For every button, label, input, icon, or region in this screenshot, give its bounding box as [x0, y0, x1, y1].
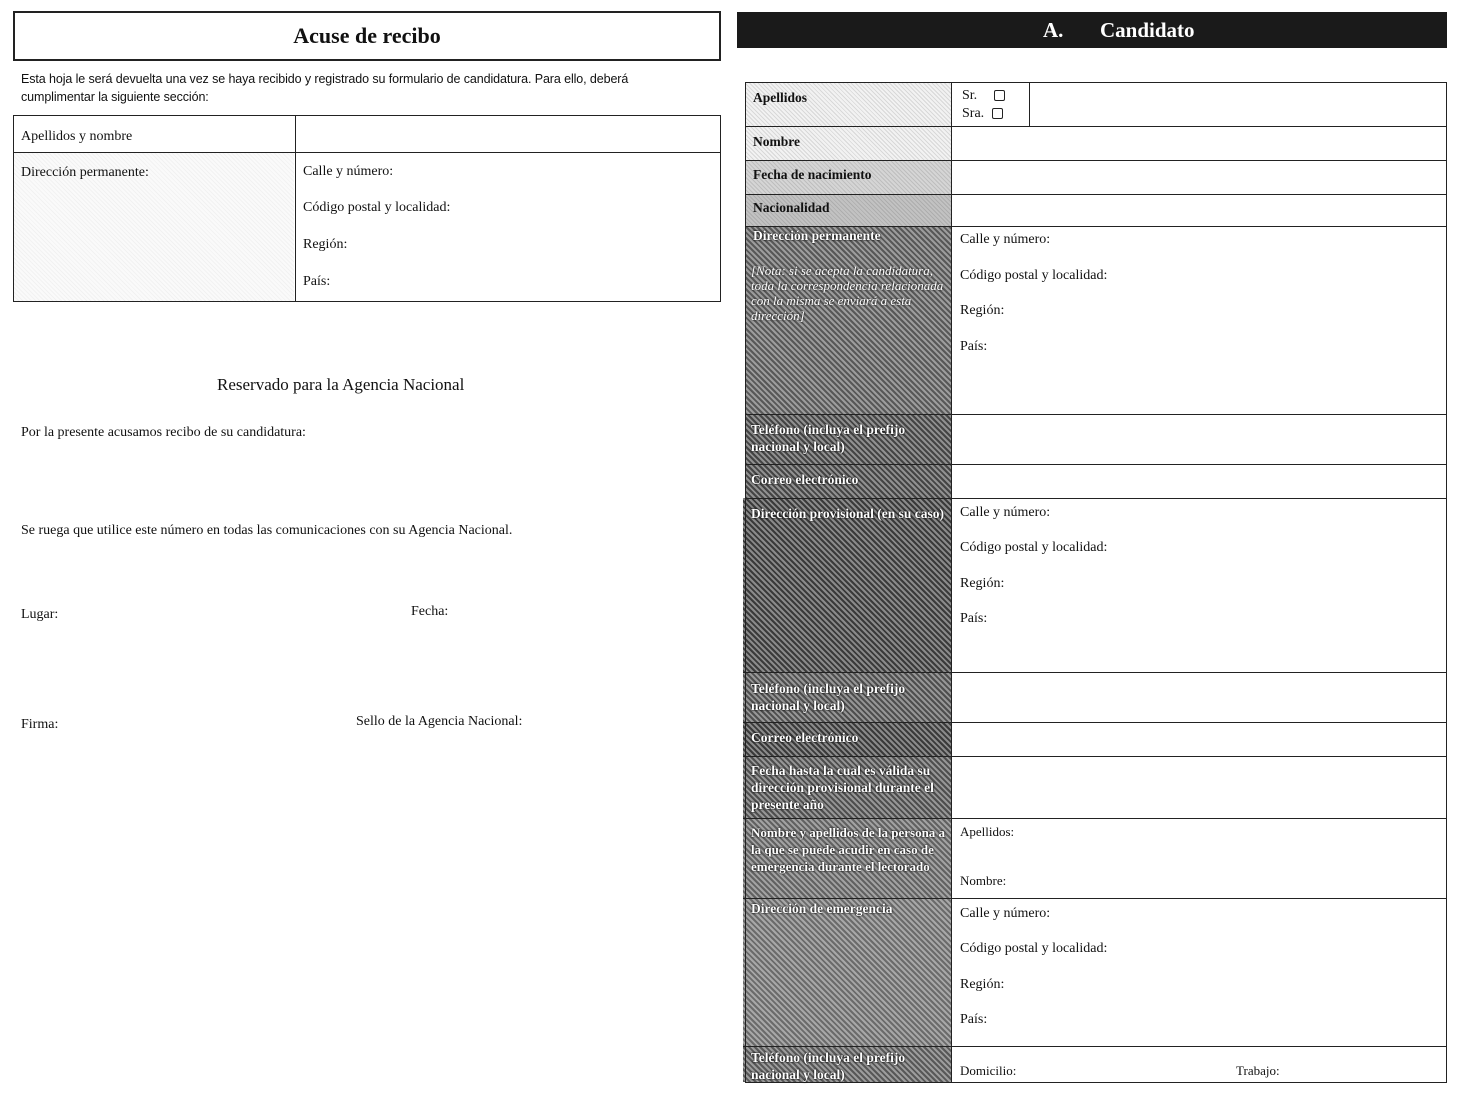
emergency-person-label: Nombre y apellidos de la persona a la que se puede acudir en caso de emergencia durante el lectorado: [751, 825, 946, 874]
temp-region-label: Región:: [960, 576, 1005, 591]
temp-address-label: Dirección provisional (en su caso): [751, 506, 945, 521]
region-label: Región:: [303, 237, 348, 252]
street-label: Calle y número:: [303, 164, 394, 179]
agency-heading: Reservado para la Agencia Nacional: [217, 375, 465, 394]
receipt-intro: Esta hoja le será devuelta una vez se haya recibido y registrado su formulario de candidatura. Para ello, deberá cumplimentar la siguiente sección:: [21, 72, 629, 104]
temp-phone-label: Teléfono (incluya el prefijo nacional y local): [751, 681, 906, 713]
postal-label: Código postal y localidad:: [303, 200, 451, 215]
country-label: País:: [303, 274, 331, 289]
signature-label: Firma:: [21, 717, 59, 732]
receipt-title: Acuse de recibo: [293, 23, 441, 48]
valid-date-label: Fecha hasta la cual es válida su dirección provisional durante el presente año: [751, 763, 934, 812]
section-title: Candidato: [1100, 18, 1195, 42]
temp-email-label: Correo electrónico: [751, 730, 859, 745]
em-surname-label: Apellidos:: [960, 824, 1015, 839]
use-number-text: Se ruega que utilice este número en todas las comunicaciones con su Agencia Nacional.: [21, 523, 513, 538]
mr-label: Sr.: [962, 88, 978, 103]
em-phone-label: Teléfono (incluya el prefijo nacional y local): [751, 1050, 906, 1082]
email-label: Correo electrónico: [751, 472, 859, 487]
perm-country-label: País:: [960, 339, 988, 354]
section-header-bar: [737, 12, 1447, 48]
receipt-title-box: [13, 11, 721, 61]
perm-address-label: Dirección permanente: [753, 228, 881, 243]
temp-email-field[interactable]: [953, 724, 1445, 754]
address-label: Dirección permanente:: [21, 165, 149, 180]
home-label: Domicilio:: [960, 1063, 1017, 1078]
work-label: Trabajo:: [1236, 1063, 1280, 1078]
title-mrs-option[interactable]: [962, 106, 1003, 122]
em-name-label: Nombre:: [960, 873, 1007, 888]
name-field[interactable]: [297, 117, 719, 151]
em-country-label: País:: [960, 1012, 988, 1027]
section-letter: A.: [1043, 18, 1064, 42]
em-postal-label: Código postal y localidad:: [960, 941, 1108, 956]
phone-label: Teléfono (incluya el prefijo nacional y local): [751, 422, 906, 454]
name-label: Apellidos y nombre: [21, 129, 133, 144]
temp-postal-label: Código postal y localidad:: [960, 540, 1108, 555]
emergency-address-label: Dirección de emergencia: [751, 901, 893, 916]
first-name-label: Nombre: [753, 134, 800, 149]
birth-date-field[interactable]: [953, 162, 1445, 192]
mrs-checkbox[interactable]: [992, 108, 1003, 119]
mrs-label: Sra.: [962, 106, 985, 121]
perm-region-label: Región:: [960, 303, 1005, 318]
phone-field[interactable]: [953, 416, 1445, 462]
temp-phone-field[interactable]: [953, 674, 1445, 720]
perm-address-note: [Nota: si se acepta la candidatura, toda la correspondencia relacionada con la misma se enviará a esta dirección]: [751, 263, 944, 323]
date-label: Fecha:: [411, 604, 449, 619]
first-name-field[interactable]: [953, 128, 1445, 158]
birth-label: Fecha de nacimiento: [753, 167, 872, 182]
em-region-label: Región:: [960, 977, 1005, 992]
perm-street-label: Calle y número:: [960, 232, 1051, 247]
ack-text: Por la presente acusamos recibo de su candidatura:: [21, 425, 306, 440]
temp-street-label: Calle y número:: [960, 505, 1051, 520]
surname-field[interactable]: [1031, 84, 1445, 124]
temp-country-label: País:: [960, 611, 988, 626]
place-label: Lugar:: [21, 607, 59, 622]
mr-checkbox[interactable]: [994, 90, 1005, 101]
valid-date-field[interactable]: [953, 758, 1445, 816]
nationality-label: Nacionalidad: [753, 200, 830, 215]
perm-postal-label: Código postal y localidad:: [960, 268, 1108, 283]
email-field[interactable]: [953, 466, 1445, 496]
em-street-label: Calle y número:: [960, 906, 1051, 921]
title-mr-option[interactable]: [962, 88, 1005, 104]
nationality-field[interactable]: [953, 196, 1445, 224]
stamp-label: Sello de la Agencia Nacional:: [356, 714, 523, 729]
surname-label: Apellidos: [753, 90, 808, 105]
